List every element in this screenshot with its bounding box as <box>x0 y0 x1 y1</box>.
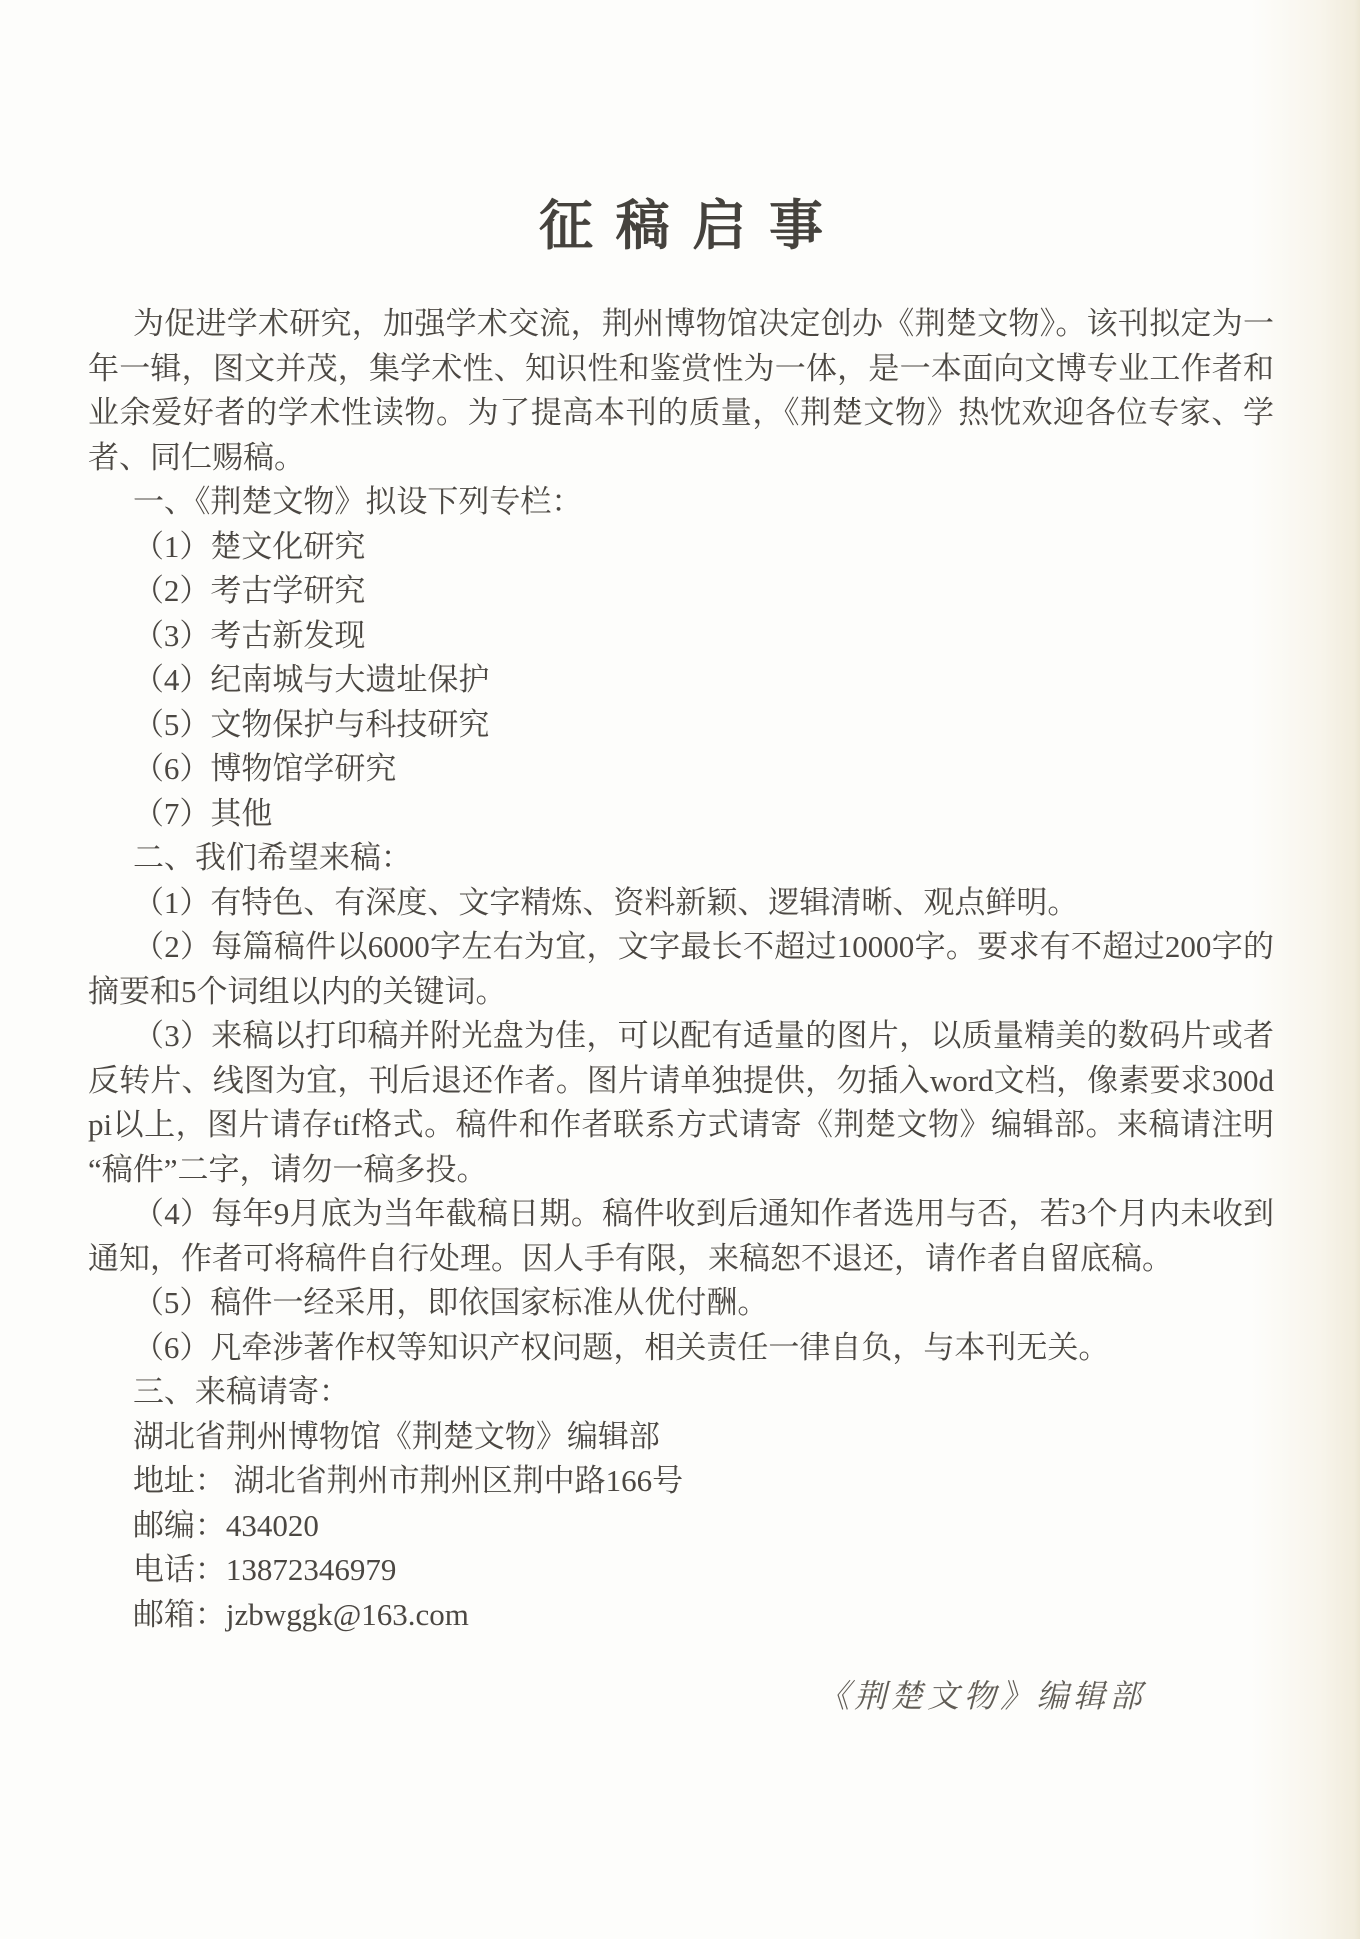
column-item: （7）其他 <box>132 795 273 831</box>
contact-phone: 电话：13872346979 <box>132 1552 397 1587</box>
requirement-item: （1）有特色、有深度、文字精炼、资料新颖、逻辑清晰、观点鲜明。 <box>132 884 1079 920</box>
requirement-item: （2）每篇稿件以6000字左右为宜，文字最长不超过10000字。要求有不超过200字的摘要和5个词组以内的关键词。 <box>88 929 1274 1009</box>
requirement-item: （6）凡牵涉著作权等知识产权问题，相关责任一律自负，与本刊无关。 <box>132 1329 1110 1365</box>
column-item: （3）考古新发现 <box>132 617 366 653</box>
requirement-item: （3）来稿以打印稿并附光盘为佳，可以配有适量的图片，以质量精美的数码片或者反转片、线图为宜，刊后退还作者。图片请单独提供，勿插入word文档，像素要求300dpi以上，图片请存tif格式。稿件和作者联系方式请寄《荆楚文物》编辑部。来稿请注明“稿件”二字，请勿一稿多投。 <box>88 1018 1274 1187</box>
column-item: （1）楚文化研究 <box>132 528 366 564</box>
column-item: （6）博物馆学研究 <box>132 751 397 786</box>
section-requirements-heading: 二、我们希望来稿： <box>132 840 412 875</box>
section-columns-heading: 一、《荆楚文物》拟设下列专栏： <box>132 484 583 519</box>
intro-paragraph: 为促进学术研究，加强学术交流，荆州博物馆决定创办《荆楚文物》。该刊拟定为一年一辑，图文并茂，集学术性、知识性和鉴赏性为一体，是一本面向文博专业工作者和业余爱好者的学术性读物。为了提高本刊的质量，《荆楚文物》热忱欢迎各位专家、学者、同仁赐稿。 <box>88 306 1274 475</box>
column-item: （5）文物保护与科技研究 <box>132 706 490 742</box>
requirement-item: （4）每年9月底为当年截稿日期。稿件收到后通知作者选用与否，若3个月内未收到通知，作者可将稿件自行处理。因人手有限，来稿恕不退还，请作者自留底稿。 <box>88 1196 1274 1276</box>
contact-postcode: 邮编：434020 <box>132 1507 319 1543</box>
requirement-item: （5）稿件一经采用，即依国家标准从优付酬。 <box>132 1285 769 1320</box>
column-item: （4）纪南城与大遗址保护 <box>132 662 490 697</box>
contact-email: 邮箱：jzbwggk@163.com <box>132 1596 469 1632</box>
signature: 《荆楚文物》编辑部 <box>817 1678 1146 1714</box>
column-item: （2）考古学研究 <box>132 573 366 608</box>
contact-address: 地址： 湖北省荆州市荆州区荆中路166号 <box>132 1463 684 1498</box>
page-title: 征稿启事 <box>538 196 846 256</box>
contact-editorial-office: 湖北省荆州博物馆《荆楚文物》编辑部 <box>132 1418 660 1454</box>
section-contact-heading: 三、来稿请寄： <box>132 1374 350 1409</box>
document-body <box>88 302 1274 1637</box>
